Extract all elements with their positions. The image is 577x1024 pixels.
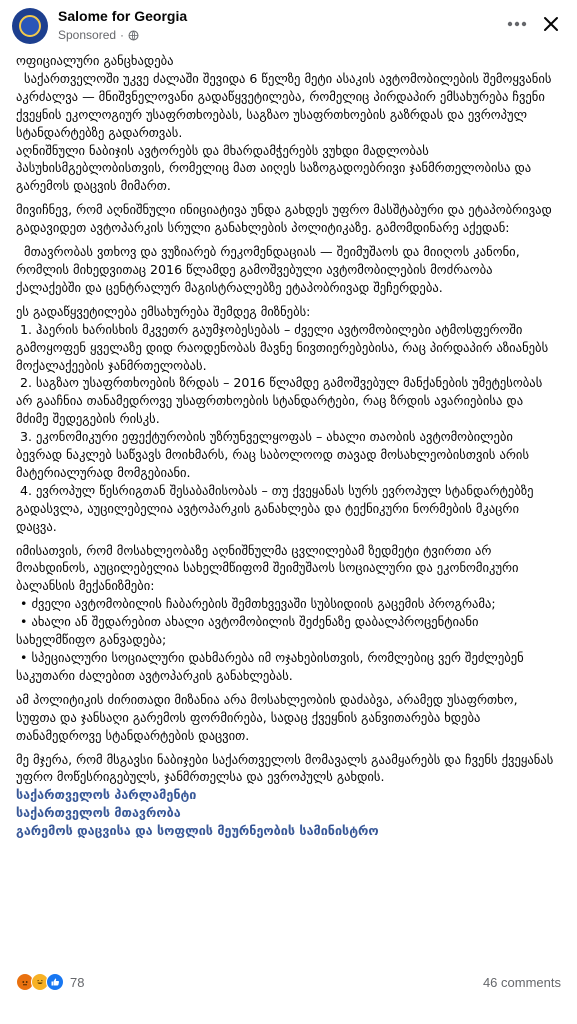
page-name-link[interactable]: Salome for Georgia bbox=[58, 8, 188, 24]
close-icon bbox=[543, 16, 559, 32]
post-paragraph: საქართველოში უკვე ძალაში შევიდა 6 წელზე მეტი ასაკის ავტომობილების შემოყვანის აკრძალვა — მნიშვნელოვანი გადაწყვეტილება, რომელიც პირდაპირ ემსახურება ჩვენი ქვეყნის ეკოლოგიურ უსაფრთხოებას, საგზაო უსაფრთხოების გაზრდას და ევროპულ სტანდარტებზე გადართვას. აღნიშნული ნაბიჯის ავტორებს და მხარდამჭერებს ვუხდი მადლობას პასუხისმგებლობისთვის, რომელიც მათ აიღეს საზოგადოებრივი ჯანმრთელობისა და გარემოს დაცვის მიმართ. bbox=[16, 70, 552, 194]
reaction-count: 78 bbox=[70, 974, 85, 990]
close-button[interactable] bbox=[539, 12, 563, 36]
like-reaction-icon bbox=[46, 973, 64, 991]
post-meta bbox=[58, 28, 139, 42]
reactions-summary[interactable] bbox=[16, 973, 84, 991]
post-paragraph: მე მჯერა, რომ მსგავსი ნაბიჯები საქართველოს მომავალს გაამყარებს და ჩვენს ქვეყანას უფრო მოწესრიგებულს, ჯანმრთელსა და ევროპულს გახდის. bbox=[16, 751, 558, 785]
post-paragraph: ოფიციალური განცხადება bbox=[16, 53, 174, 68]
sponsored-label[interactable]: Sponsored bbox=[58, 28, 117, 42]
comments-count-link[interactable]: 46 comments bbox=[482, 974, 561, 990]
reaction-icons bbox=[16, 973, 64, 991]
tag-link-parliament[interactable]: საქართველოს პარლამენტი bbox=[16, 787, 197, 803]
avatar-emblem bbox=[19, 15, 41, 37]
more-options-button[interactable] bbox=[505, 12, 529, 36]
more-horizontal-icon bbox=[507, 21, 527, 27]
post-tags bbox=[16, 786, 558, 840]
post-paragraph: ეს გადაწყვეტილება ემსახურება შემდეგ მიზნებს: 1. ჰაერის ხარისხის მკვეთრ გაუმჯობესებას – ძველი ავტომობილები ატმოსფეროში გამოყოფენ ყველაზე დიდ რაოდენობას მავნე ნივთიერებებისა, რაც პირდაპირ აზიანებს მოქალაქეების ჯანმრთელობას. 2. საგზაო უსაფრთხოების ზრდას – 2016 წლამდე გამოშვებულ მანქანების უმეტესობას არ გააჩნია თანამედროვე უსაფრთხოების სტანდარტები, რაც ზრდის ავარიებისა და მძიმე შედეგების რისკს. 3. ეკონომიკური ეფექტურობის უზრუნველყოფას – ახალი თაობის ავტომობილები ბევრად ნაკლებ საწვავს მოიხმარს, რაც საბოლოოდ თავად მოსახლეობისთვის არის მატერიალურად მომგებიანი. 4. ევროპულ წესრიგთან შესაბამისობას – თუ ქვეყანას სურს ევროპულ სტანდარტებზე გადასვლა, აუცილებელია ავტოპარკის განახლება და ტექნიკური ნორმების მკაცრი დაცვა. bbox=[16, 303, 549, 534]
post-paragraph: ამ პოლიტიკის ძირითადი მიზანია არა მოსახლეობის დაძაბვა, არამედ უსაფრთხო, სუფთა და ჯანსაღი გარემოს ფორმირება, სადაც ქვეყნის განვითარება ხდება თანამედროვე სტანდარტების დაცვით. bbox=[16, 691, 522, 743]
globe-icon bbox=[128, 30, 139, 41]
tag-link-government[interactable]: საქართველოს მთავრობა bbox=[16, 805, 181, 821]
post-header bbox=[0, 0, 577, 48]
tag-link-ministry[interactable]: გარემოს დაცვისა და სოფლის მეურნეობის სამინისტრო bbox=[16, 823, 379, 839]
post-footer bbox=[0, 966, 577, 998]
post-body bbox=[16, 52, 558, 840]
post-paragraph: მთავრობას ვთხოვ და ვუზიარებ რეკომენდაციას — შეიმუშაოს და მიიღოს კანონი, რომლის მიხედვითაც 2016 წლამდე გამოშვებული ავტომობილების მოძრაობა ქალაქებში და ცენტრალურ მაგისტრალებზე ეტაპობრივად შეჩერდება. bbox=[16, 244, 524, 295]
post-paragraph: მივიჩნევ, რომ აღნიშნული ინიციატივა უნდა გახდეს უფრო მასშტაბური და ეტაპობრივად გადავიდეთ ავტოპარკის სრული განახლების პოლიტიკაზე. გამომდინარე აქედან: bbox=[16, 202, 556, 236]
post-paragraph: იმისათვის, რომ მოსახლეობაზე აღნიშნულმა ცვლილებამ ზედმეტი ტვირთი არ მოახდინოს, აუცილებელია სახელმწიფომ შეიმუშაოს სოციალური და ეკონომიკური ბალანსის მექანიზმები: • ძველი ავტომობილის ჩაბარების შემთხვევაში სუბსიდიის გაცემის პროგრამა; • ახალი ან შედარებით ახალი ავტომობილის შეძენაზე დაბალპროცენტიანი სახელმწიფო განვადება; • სპეციალური სოციალური დახმარება იმ ოჯახებისთვის, რომლებიც ვერ შეძლებენ საკუთარი ძალებით ავტოპარკის განახლებას. bbox=[16, 542, 524, 683]
page-avatar[interactable] bbox=[12, 8, 48, 44]
meta-separator: · bbox=[120, 28, 125, 42]
